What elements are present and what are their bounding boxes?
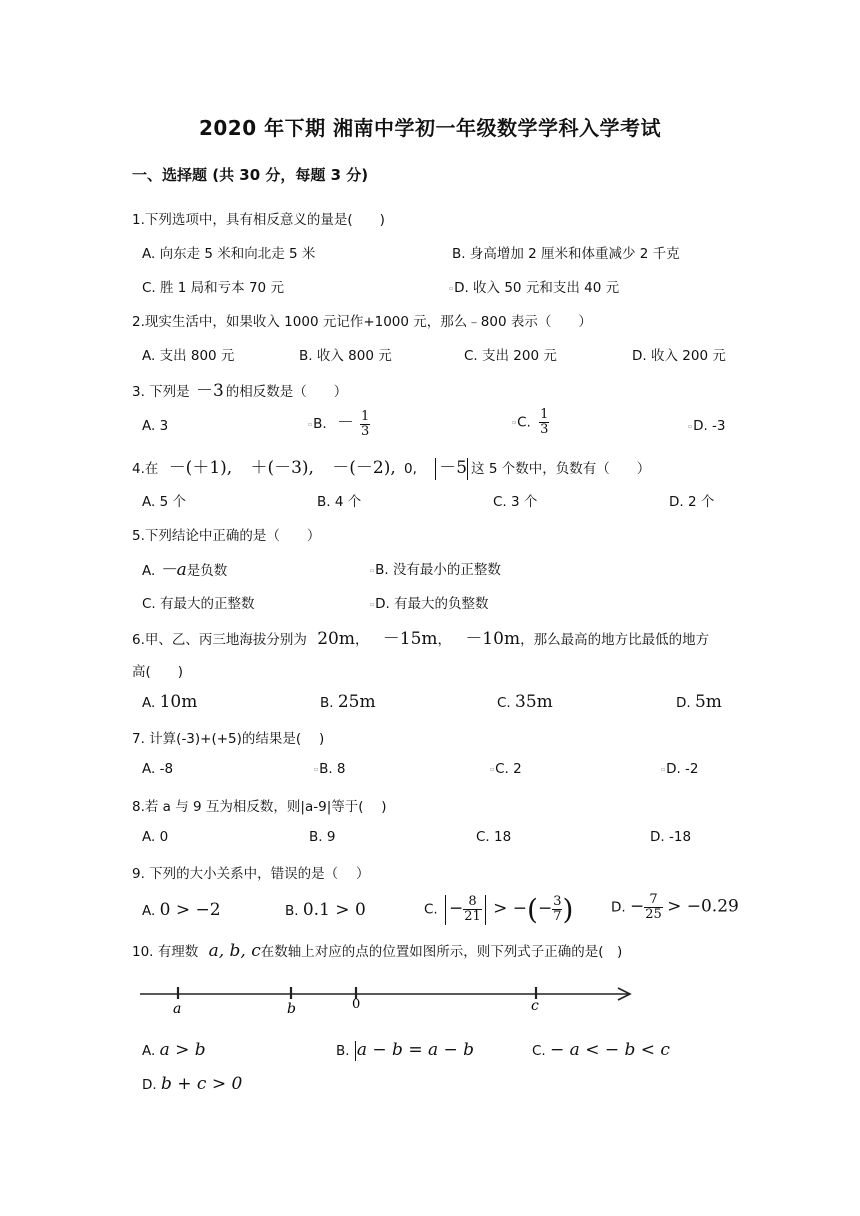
question-5-option-d-text: D. 有最大的负整数 [375,596,489,612]
question-6-stem-pre: 6.甲、乙、丙三地海拔分别为 [132,632,307,648]
question-3-stem-post: 的相反数是（ ） [225,384,348,400]
question-10-option-b[interactable] [336,1040,474,1061]
question-3-stem-math: －3 [195,381,224,401]
numerator: 7 [644,893,663,908]
question-7-option-c-text: C. 2 [495,761,522,777]
altitude-3: －10m [465,629,521,649]
question-3-option-d[interactable] [688,418,726,434]
numerator: 3 [553,894,562,909]
option-label: D. [676,695,691,711]
question-4-stem-pre: 4.在 [132,461,159,477]
question-7-option-a[interactable]: A. -8 [142,761,174,777]
question-4-option-c[interactable]: C. 3 个 [493,494,538,510]
question-8-option-c[interactable]: C. 18 [476,829,512,845]
question-9-option-b[interactable] [285,900,366,920]
label-b: b [287,1001,296,1017]
option-math: > −0.29 [667,896,739,917]
expr-3: －(－2), [332,458,396,478]
question-9-option-a[interactable] [142,900,221,920]
question-3-option-c-label: C. [517,414,531,431]
question-1-option-b[interactable]: B. 身高增加 2 厘米和体重减少 2 千克 [452,246,680,262]
option-label: D. [142,1077,157,1093]
bullet-mark: ▫ [370,600,375,608]
exam-title: 2020 年下期 湘南中学初一年级数学学科入学考试 [198,116,662,140]
option-label: D. [611,899,626,916]
question-4-option-a[interactable]: A. 5 个 [142,494,186,510]
section-heading: 一、选择题 (共 30 分，每题 3 分) [132,166,369,184]
question-10-option-c[interactable] [532,1040,670,1060]
bullet-mark: ▫ [490,765,495,773]
question-1-option-d-text: D. 收入 50 元和支出 40 元 [454,280,620,296]
question-3-option-d-text: D. -3 [693,418,726,434]
option-math: 0 > −2 [159,900,221,920]
right-paren: ) [562,893,574,926]
abs-bar-left [445,895,446,925]
question-10-stem-post: 在数轴上对应的点的位置如图所示，则下列式子正确的是( ) [260,944,623,960]
question-2-option-b[interactable]: B. 收入 800 元 [299,348,392,364]
fraction-one-third [360,410,370,439]
question-6-stem-post: ，那么最高的地方比最低的地方 [520,632,710,648]
question-5-option-a[interactable] [142,555,227,580]
question-3-option-b[interactable] [308,408,370,439]
denominator: 3 [360,423,370,439]
label-a: a [173,1001,182,1017]
question-7-option-b[interactable] [314,761,346,777]
fraction-8-21 [463,895,482,924]
comparison: > − [493,898,528,919]
denominator: 25 [645,907,662,922]
bullet-mark: ▫ [688,422,693,430]
expr-4: 0, [404,461,417,477]
question-5-option-a-text: 是负数 [186,563,228,579]
option-math: − a < − b < c [550,1040,670,1060]
option-math: 0.1 > 0 [302,900,366,920]
question-5-option-d[interactable] [370,592,489,612]
option-math: 5m [694,692,722,712]
question-4-stem-post: 这 5 个数中，负数有（ ） [471,461,651,477]
question-4-option-b[interactable]: B. 4 个 [317,494,362,510]
denominator: 21 [464,909,481,924]
question-5-stem: 5.下列结论中正确的是（ ） [132,528,321,544]
question-3-stem [132,376,347,401]
numerator: 1 [360,408,370,424]
question-5-option-b-text: B. 没有最小的正整数 [375,562,501,578]
question-4-option-d[interactable]: D. 2 个 [669,494,715,510]
question-5-option-a-label: A. [142,563,156,579]
option-label: C. [497,695,511,711]
question-10-option-d[interactable] [142,1074,242,1094]
number-line-figure [136,978,640,1022]
question-10-stem [132,940,622,961]
abs-bar-left [435,458,436,480]
question-4-stem [132,453,650,480]
question-7-option-b-text: B. 8 [319,761,346,777]
question-3-option-c[interactable] [512,408,549,437]
question-7-option-c[interactable] [490,761,522,777]
numerator: 1 [540,407,549,422]
abs-bar-left [355,1041,356,1061]
question-3-option-a[interactable]: A. 3 [142,418,169,434]
question-8-option-b[interactable]: B. 9 [309,829,336,845]
bullet-mark: ▫ [661,765,666,773]
question-9-option-c[interactable] [424,893,573,926]
question-8-option-a[interactable]: A. 0 [142,829,169,845]
question-10-stem-math: a, b, c [208,941,261,961]
question-10-option-a[interactable] [142,1040,206,1060]
numerator: 8 [463,895,482,910]
question-5-option-b[interactable] [370,558,501,578]
question-6-option-b[interactable] [320,692,376,712]
bullet-mark: ▫ [308,420,313,428]
option-math: 10m [159,692,198,712]
question-6-option-a[interactable] [142,692,197,712]
question-2-stem: 2.现实生活中，如果收入 1000 元记作+1000 元，那么﹣800 表示（ ） [132,314,592,330]
expr-5: －5 [439,458,468,478]
question-1-option-a[interactable]: A. 向东走 5 米和向北走 5 米 [142,246,316,262]
question-7-option-d[interactable] [661,761,699,777]
denominator: 7 [553,909,562,924]
denominator: 3 [540,422,549,437]
question-1-option-d[interactable] [449,276,619,296]
abs-bar-right [467,458,468,480]
question-7-stem: 7. 计算(-3)+(+5)的结果是( ) [132,731,325,747]
question-8-stem: 8.若 a 与 9 互为相反数，则|a-9|等于( ) [132,799,387,815]
option-label: C. [424,901,438,918]
question-6-option-d[interactable] [676,692,722,712]
label-zero: 0 [352,997,361,1012]
left-paren: ( [527,893,538,926]
altitude-1: 20m [317,629,355,649]
question-5-option-c[interactable]: C. 有最大的正整数 [142,596,255,612]
question-3-option-b-label: B. [313,416,327,432]
option-math: 35m [515,692,553,712]
option-label: B. [285,903,299,919]
minus-sign: － [336,413,354,433]
option-label: A. [142,695,156,711]
question-6-stem-line2: 高( ) [132,664,184,680]
fraction-one-third [539,408,549,437]
option-math: 25m [337,692,376,712]
minus-sign: − [629,896,645,917]
question-2-option-d[interactable]: D. 收入 200 元 [632,348,726,364]
question-9-option-d[interactable] [611,893,739,922]
option-math: b + c > 0 [160,1074,243,1094]
abs-bar-right [485,895,486,925]
minus-sign: − [449,898,464,919]
question-5-option-a-math: －a [159,560,187,580]
fraction-3-7 [552,895,562,924]
bullet-mark: ▫ [314,765,319,773]
option-math: a > b [159,1040,206,1060]
option-label: B. [336,1043,350,1059]
minus-sign: − [537,898,553,919]
altitude-2: －15m [382,629,438,649]
question-2-option-a[interactable]: A. 支出 800 元 [142,348,235,364]
question-1-option-c[interactable]: C. 胜 1 局和亏本 70 元 [142,280,284,296]
question-7-option-d-text: D. -2 [666,761,699,777]
bullet-mark: ▫ [449,284,454,292]
question-8-option-d[interactable]: D. -18 [650,829,692,845]
expr-1: －(＋1), [168,458,233,478]
option-label: A. [142,1043,156,1059]
option-label: C. [532,1043,546,1059]
fraction-7-25 [644,893,663,922]
question-10-stem-pre: 10. 有理数 [132,944,199,960]
expr-2: ＋(－3), [250,458,314,478]
question-2-option-c[interactable]: C. 支出 200 元 [464,348,557,364]
label-c: c [531,998,539,1014]
option-label: B. [320,695,334,711]
option-label: A. [142,903,156,919]
bullet-mark: ▫ [512,419,517,426]
question-9-stem: 9. 下列的大小关系中，错误的是（ ） [132,866,370,882]
option-math: a − b = a − b [356,1040,475,1060]
question-1-stem: 1.下列选项中，具有相反意义的量是( ) [132,212,385,228]
question-6-option-c[interactable] [497,692,553,712]
question-6-stem: 6.甲、乙、丙三地海拔分别为 20m， －15m， －10m，那么最高的地方比最低的地方 [132,629,710,649]
question-3-stem-pre: 3. 下列是 [132,384,190,400]
bullet-mark: ▫ [370,566,375,574]
